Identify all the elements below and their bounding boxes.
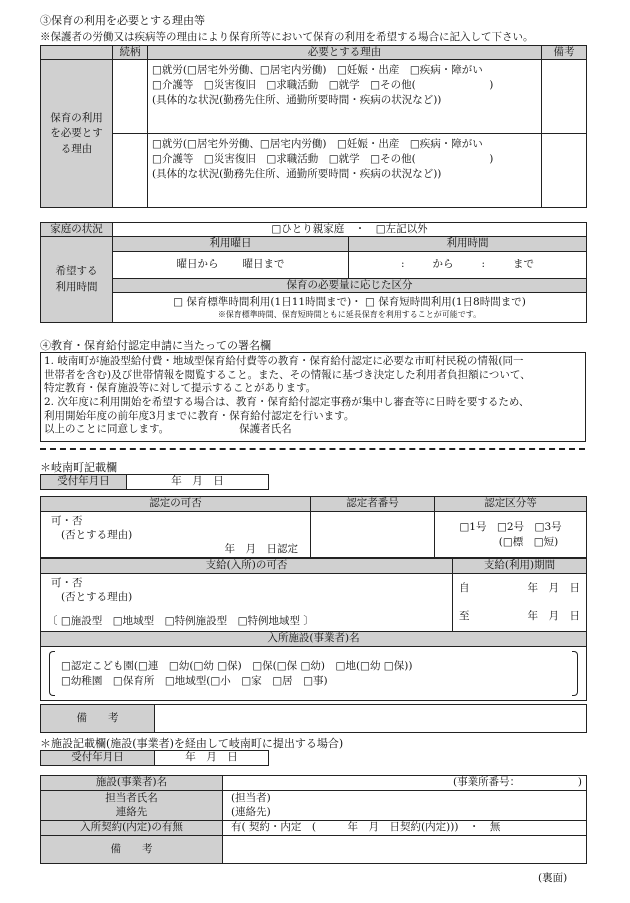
consent-line4: 2. 次年度に利用開始を希望する場合は、教育・保育給付認定事務が集中し審査等に日時を要するため、 (44, 395, 530, 408)
corner-cell (41, 46, 113, 60)
consent-line2: 世帯者を含む)及び世帯情報を閲覧すること。また、その情報に基づき決定した利用者負担額について、 (44, 368, 531, 381)
section4-title: ④教育・保育給付認定申請に当たっての署名欄 (40, 339, 271, 352)
person-contact-cell[interactable] (223, 791, 587, 821)
use-time-header: 利用時間 (349, 237, 587, 251)
section3-title: ③保育の利用を必要とする理由等 (40, 14, 205, 27)
consent-box (40, 352, 586, 442)
supply-ok-ng: 可・否 (51, 577, 83, 589)
town-remarks-label: 備 考 (41, 705, 155, 733)
bracket-right (572, 651, 578, 696)
person-contact-label (41, 791, 223, 821)
cert-date: 年 月 日認定 (224, 543, 298, 556)
consent-agree: 以上のことに同意します。 (44, 423, 170, 436)
section3-note: ※保護者の労働又は疾病等の理由により保育所等において保育の利用を希望する場合に記入して下さい。 (40, 31, 534, 43)
reason-table (40, 45, 587, 208)
supply-ng-reason: (否とする理由) (61, 591, 133, 604)
person-label: 担当者氏名 (105, 791, 158, 804)
wish-label-line1: 希望する (55, 265, 98, 278)
time-to: まで (513, 258, 535, 271)
remarks-cell-2[interactable] (542, 134, 587, 208)
wish-label-line2: 利用時間 (55, 280, 98, 293)
contact-value: (連絡先) (231, 805, 271, 818)
family-label: 家庭の状況 (41, 223, 113, 237)
town-received-label: 受付年月日 (41, 475, 127, 490)
facility-section-title: ＊施設記載欄(施設(事業者)を経由して岐南町に提出する場合) (40, 737, 344, 750)
consent-line5: 利用開始年度の前年度3月までに教育・保育給付認定を行います。 (44, 409, 355, 422)
facility-type-line1: □認定こども園(□連 □幼(□幼 □保) □保(□保 □幼) □地(□幼 □保)) (61, 660, 413, 673)
contract-cell[interactable]: 有( 契約・内定 ( 年 月 日契約(内定))) ・ 無 (223, 821, 587, 836)
period-to-date: 年 月 日 (527, 609, 580, 622)
amount-cell[interactable] (113, 293, 587, 323)
period-from-label: 自 (459, 581, 470, 594)
facility-name-label: 施設(事業者)名 (41, 776, 223, 791)
use-time-cell[interactable] (349, 251, 587, 278)
day-to: 曜日まで (242, 258, 285, 271)
cert-ng-reason: (否とする理由) (61, 529, 133, 542)
period-from-date: 年 月 日 (527, 581, 580, 594)
town-section-title: ＊岐南町記載欄 (40, 461, 117, 474)
reason1-line1: □就労(□居宅外労働、□居宅内労働) □妊娠・出産 □疾病・障がい (152, 64, 483, 77)
reason-label-line1: 保育の利用 (50, 112, 103, 125)
family-value[interactable]: □ひとり親家庭 ・ □左記以外 (113, 223, 587, 237)
facility-remarks-cell[interactable] (223, 836, 587, 864)
relation-cell-1[interactable] (113, 60, 148, 134)
consent-line3: 特定教育・保育施設等に対して提示することがあります。 (44, 382, 317, 395)
reason2-line1: □就労(□居宅外労働、□居宅内労働) □妊娠・出産 □疾病・障がい (152, 138, 483, 151)
reason1-line3: (具体的な状況(勤務先住所、通勤所要時間・疾病の状況など)) (152, 93, 442, 106)
time-colon-2: : (481, 258, 486, 271)
remarks-cell-1[interactable] (542, 60, 587, 134)
guardian-name-label[interactable]: 保護者氏名 (239, 423, 292, 436)
facility-received-table (40, 750, 269, 766)
cert-class-line2: (□標 □短) (498, 535, 559, 548)
time-table (40, 222, 587, 323)
period-cell[interactable] (453, 574, 587, 632)
amount-note: ※保育標準時間、保育短時間ともに延長保育を利用することが可能です。 (217, 309, 482, 319)
bracket-left (49, 651, 55, 696)
period-to-label: 至 (459, 609, 470, 622)
relation-cell-2[interactable] (113, 134, 148, 208)
reason-cell-1[interactable] (148, 60, 542, 134)
supply-cell[interactable] (41, 574, 453, 632)
relation-header: 続柄 (113, 46, 148, 60)
cert-cell[interactable] (41, 512, 311, 558)
wish-time-label (41, 237, 113, 323)
facility-name-cell[interactable]: (事業所番号： ) (223, 776, 587, 791)
cert-class-cell[interactable] (435, 512, 587, 558)
town-received-date[interactable]: 年 月 日 (127, 475, 269, 490)
use-day-cell[interactable] (113, 251, 349, 278)
time-from: から (432, 258, 454, 271)
reason-header: 必要とする理由 (148, 46, 542, 60)
supply-table (40, 558, 587, 701)
amount-value: □ 保育標準時間利用(1日11時間まで)・ □ 保育短時間利用(1日8時間まで) (173, 296, 526, 309)
cert-class-line1: □1号 □2号 □3号 (459, 521, 562, 534)
facility-received-label: 受付年月日 (41, 751, 155, 766)
facility-type-cell[interactable] (41, 647, 587, 701)
reason-label-line3: る理由 (60, 142, 93, 155)
town-remarks-cell[interactable] (155, 705, 587, 733)
cert-ok-ng: 可・否 (51, 515, 83, 527)
reason-row-label (41, 60, 113, 208)
period-header: 支給(利用)期間 (453, 559, 587, 574)
cert-class-header: 認定区分等 (435, 497, 587, 512)
supply-types: 〔 □施設型 □地域型 □特例施設型 □特例地域型 〕 (47, 614, 314, 627)
facility-received-date[interactable]: 年 月 日 (155, 751, 269, 766)
cert-header: 認定の可否 (41, 497, 311, 512)
facility-remarks-label: 備 考 (41, 836, 223, 864)
reason1-line2: □介護等 □災害復旧 □求職活動 □就学 □その他( ) (152, 79, 494, 92)
contact-label: 連絡先 (115, 805, 148, 818)
supply-header: 支給(入所)の可否 (41, 559, 453, 574)
town-received-table (40, 474, 269, 490)
amount-header: 保育の必要量に応じた区分 (113, 278, 587, 292)
day-from: 曜日から (176, 258, 219, 271)
consent-line1: 1. 岐南町が施設型給付費・地域型保育給付費等の教育・保育給付認定に必要な市町村民税の情報(同一 (44, 355, 524, 367)
certification-table (40, 496, 587, 558)
facility-table (40, 775, 587, 864)
town-remarks-table (40, 704, 587, 733)
person-value: (担当者) (231, 791, 271, 804)
reason-label-line2: を必要とす (50, 127, 103, 140)
reason2-line2: □介護等 □災害復旧 □求職活動 □就学 □その他( ) (152, 153, 494, 166)
cut-line (40, 448, 585, 450)
remarks-header: 備考 (542, 46, 587, 60)
facility-header: 入所施設(事業者)名 (41, 632, 587, 647)
time-colon-1: : (400, 258, 405, 271)
reverse-side-label: (裏面) (538, 872, 568, 884)
cert-number-cell[interactable] (311, 512, 435, 558)
cert-number-header: 認定者番号 (311, 497, 435, 512)
use-day-header: 利用曜日 (113, 237, 349, 251)
reason2-line3: (具体的な状況(勤務先住所、通勤所要時間・疾病の状況など)) (152, 167, 442, 180)
reason-cell-2[interactable] (148, 134, 542, 208)
contract-label: 入所契約(内定)の有無 (41, 821, 223, 836)
facility-type-line2: □幼稚園 □保育所 □地域型(□小 □家 □居 □事) (61, 674, 328, 687)
